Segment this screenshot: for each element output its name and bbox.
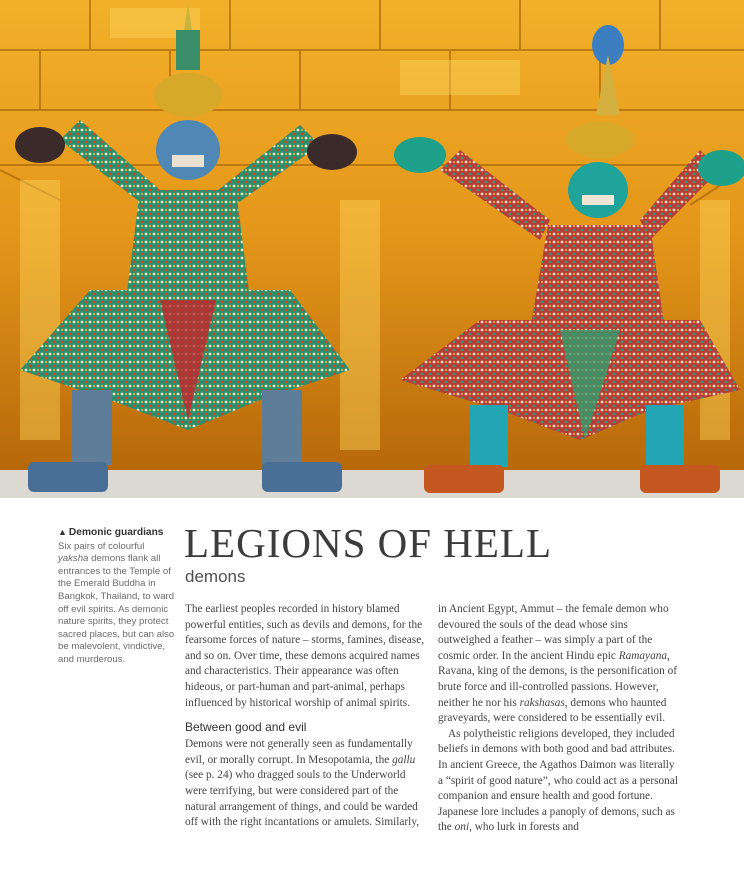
- paragraph: As polytheistic religions developed, they included beliefs in demons with both good and bad attributes. In ancient Greece, the Agathos Daimon was literally a “spirit of good nature”, who could act as a personal companion and ensure health and good fortune. Japanese lore includes a panoply of demons, such as the oni, who lurk in forests and: [438, 727, 678, 834]
- caption-body: Six pairs of colourful yaksha demons flank all entrances to the Temple of the Emerald Buddha in Bangkok, Thailand, to ward off evil spirits. As demonic nature spirits, they protect sacred places, but can also be malevolent, vindictive, and murderous.: [58, 540, 175, 665]
- text-column-1: [185, 602, 428, 831]
- paragraph: in Ancient Egypt, Ammut – the female demon who devoured the souls of the dead whose sins outweighed a feather – was simply a part of the cosmic order. In the ancient Hindu epic Ramayana, Ravana, king of the demons, is the personification of brute force and ill-controlled passions. However, neither he nor his rakshasas, demons who haunted graveyards, were considered to be essentially evil.: [438, 603, 678, 725]
- section-heading: Between good and evil: [185, 720, 307, 735]
- page-subtitle: demons: [185, 567, 246, 586]
- text-column-2: [438, 602, 681, 836]
- paragraph: The earliest peoples recorded in history blamed powerful entities, such as devils and demons, for the fearsome forces of nature – storms, famines, disease, and so on. Over time, these demons acquired names and characteristics. Their appearance was often hideous, or part-human and part-animal, perhaps influenced by historical worship of animal spirits.: [185, 603, 425, 709]
- triangle-up-icon: ▲: [58, 527, 67, 537]
- paragraph: Demons were not generally seen as fundamentally evil, or morally corrupt. In Mesopotamia, the gallu (see p. 24) who dragged souls to the Underworld were terrifying, but were considered part of the natural arrangement of things, and could be warded off with the right incantations or amulets. Similarly,: [185, 738, 420, 829]
- page-title: LEGIONS OF HELL: [184, 520, 553, 566]
- caption-title: ▲ Demonic guardians: [58, 527, 164, 538]
- photo-caption: [58, 526, 176, 667]
